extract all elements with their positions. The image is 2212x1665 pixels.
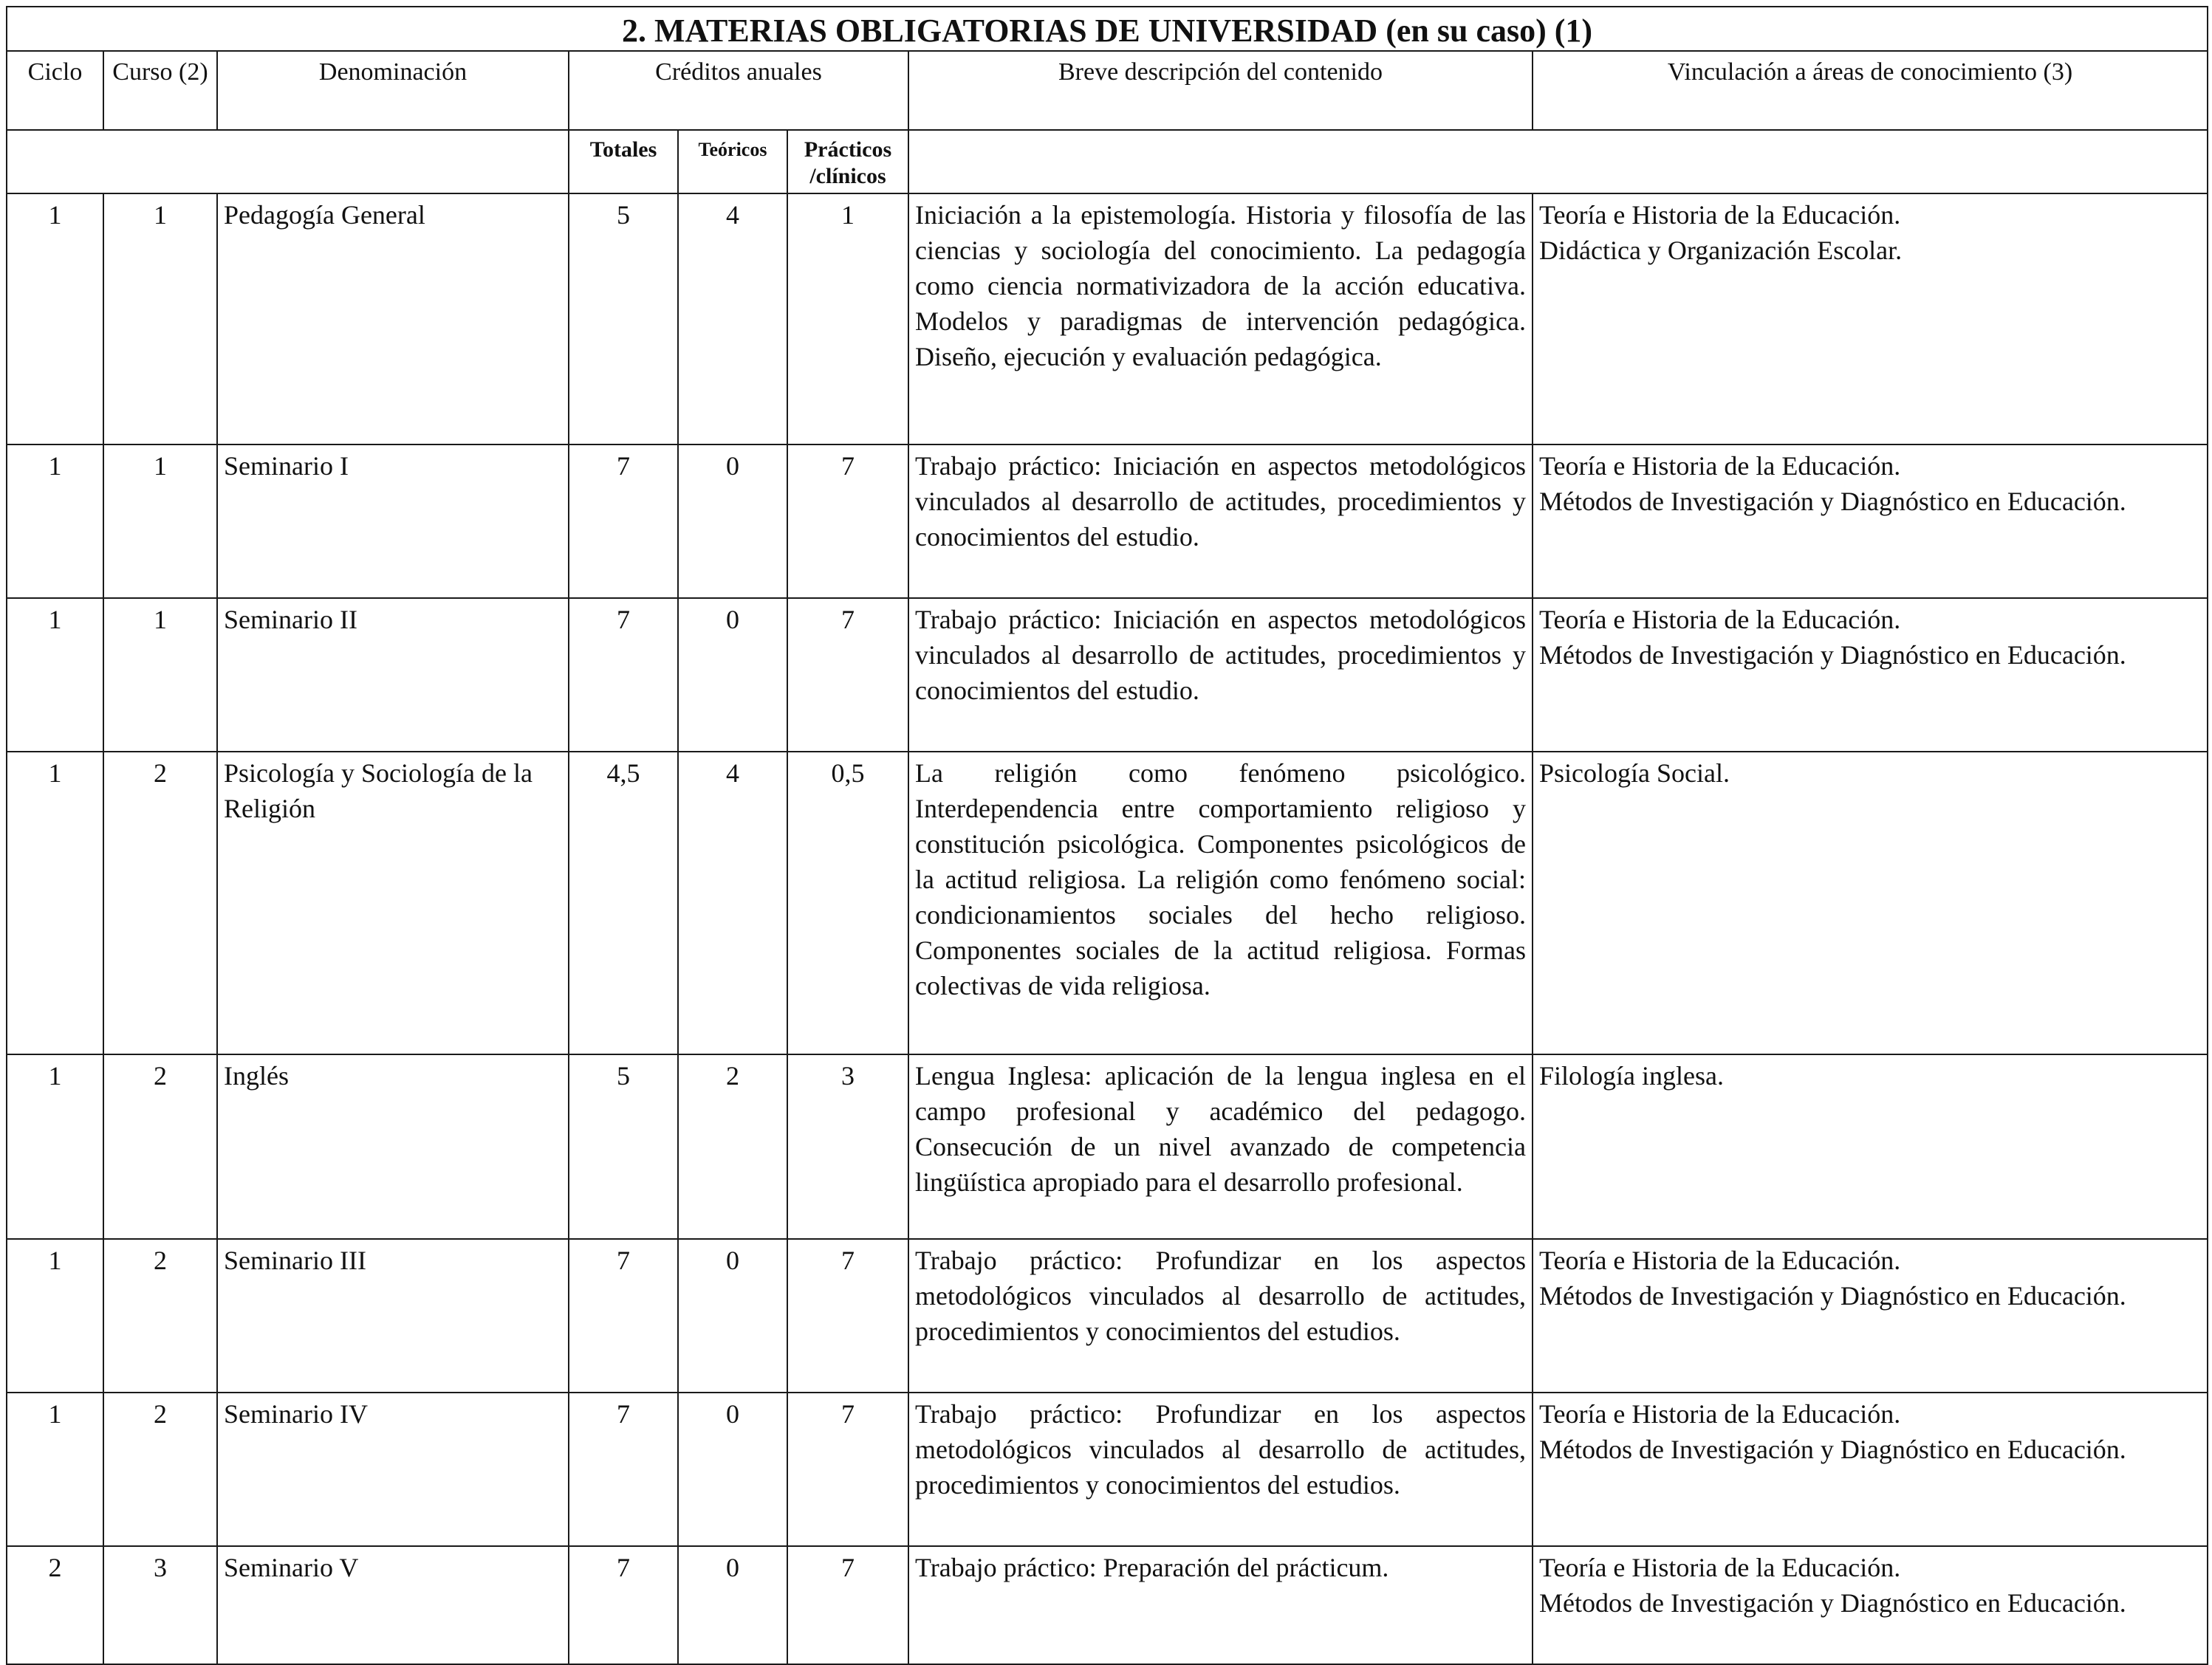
area-item: Métodos de Investigación y Diagnóstico en Educación. [1539, 487, 2126, 516]
table-row [7, 444, 2208, 598]
table-row [7, 1239, 2208, 1393]
cell-practicos: 7 [787, 1546, 908, 1664]
cell-ciclo: 1 [7, 1393, 103, 1546]
subheader-row [7, 130, 2208, 193]
cell-ciclo: 1 [7, 752, 103, 1054]
cell-vinculacion [1533, 193, 2208, 444]
header-vinculacion: Vinculación a áreas de conocimiento (3) [1533, 51, 2208, 130]
cell-denominacion: Seminario IV [217, 1393, 569, 1546]
cell-descripcion: Trabajo práctico: Preparación del prácticum. [908, 1546, 1533, 1664]
cell-teoricos: 0 [678, 1239, 787, 1393]
cell-curso: 2 [103, 1239, 217, 1393]
header-denominacion: Denominación [217, 51, 569, 130]
document-page [6, 6, 2207, 1654]
cell-descripcion: Trabajo práctico: Iniciación en aspectos metodológicos vinculados al desarrollo de actitudes, procedimientos y conocimientos del estudio. [908, 444, 1533, 598]
cell-vinculacion [1533, 598, 2208, 752]
area-item: Teoría e Historia de la Educación. [1539, 200, 1901, 230]
subheader-totales: Totales [569, 130, 678, 193]
cell-curso: 2 [103, 1393, 217, 1546]
header-ciclo: Ciclo [7, 51, 103, 130]
cell-totales: 5 [569, 1054, 678, 1239]
cell-totales: 7 [569, 444, 678, 598]
area-item: Teoría e Historia de la Educación. [1539, 1399, 1901, 1429]
cell-totales: 4,5 [569, 752, 678, 1054]
cell-vinculacion [1533, 1054, 2208, 1239]
cell-denominacion: Pedagogía General [217, 193, 569, 444]
cell-descripcion: Trabajo práctico: Profundizar en los aspectos metodológicos vinculados al desarrollo de actitudes, procedimientos y conocimientos del estudios. [908, 1239, 1533, 1393]
header-curso: Curso (2) [103, 51, 217, 130]
cell-curso: 2 [103, 752, 217, 1054]
area-item: Teoría e Historia de la Educación. [1539, 1246, 1901, 1275]
table-row [7, 598, 2208, 752]
subjects-table [6, 6, 2208, 1665]
table-row [7, 1393, 2208, 1546]
cell-practicos: 7 [787, 1239, 908, 1393]
cell-ciclo: 1 [7, 598, 103, 752]
area-item: Psicología Social. [1539, 758, 1730, 788]
cell-vinculacion [1533, 444, 2208, 598]
cell-practicos: 0,5 [787, 752, 908, 1054]
title-row [7, 7, 2208, 51]
cell-teoricos: 0 [678, 1546, 787, 1664]
cell-denominacion: Inglés [217, 1054, 569, 1239]
header-row [7, 51, 2208, 130]
area-item: Teoría e Historia de la Educación. [1539, 451, 1901, 481]
cell-curso: 1 [103, 444, 217, 598]
subheader-blank-right [908, 130, 2208, 193]
area-item: Métodos de Investigación y Diagnóstico en Educación. [1539, 640, 2126, 670]
cell-teoricos: 4 [678, 193, 787, 444]
area-item: Didáctica y Organización Escolar. [1539, 236, 1903, 265]
subheader-blank [7, 130, 569, 193]
table-row [7, 752, 2208, 1054]
cell-ciclo: 1 [7, 193, 103, 444]
cell-practicos: 7 [787, 598, 908, 752]
cell-totales: 7 [569, 1393, 678, 1546]
cell-teoricos: 0 [678, 598, 787, 752]
cell-descripcion: La religión como fenómeno psicológico. Interdependencia entre comportamiento religioso y constitución psicológica. Componentes psicológicos de la actitud religiosa. La religión como fenómeno social: condicionamientos sociales del hecho religioso. Componentes sociales de la actitud religiosa. Formas colectivas de vida religiosa. [908, 752, 1533, 1054]
table-row [7, 193, 2208, 444]
cell-curso: 3 [103, 1546, 217, 1664]
cell-totales: 7 [569, 1239, 678, 1393]
cell-descripcion: Lengua Inglesa: aplicación de la lengua inglesa en el campo profesional y académico del pedagogo. Consecución de un nivel avanzado de competencia lingüística apropiado para el desarrollo profesional. [908, 1054, 1533, 1239]
area-item: Filología inglesa. [1539, 1061, 1724, 1091]
cell-descripcion: Iniciación a la epistemología. Historia y filosofía de las ciencias y sociología del conocimiento. La pedagogía como ciencia normativizadora de la acción educativa. Modelos y paradigmas de intervención pedagógica. Diseño, ejecución y evaluación pedagógica. [908, 193, 1533, 444]
cell-curso: 1 [103, 598, 217, 752]
cell-denominacion: Seminario V [217, 1546, 569, 1664]
cell-totales: 7 [569, 1546, 678, 1664]
cell-denominacion: Seminario III [217, 1239, 569, 1393]
cell-practicos: 7 [787, 1393, 908, 1546]
cell-ciclo: 2 [7, 1546, 103, 1664]
cell-ciclo: 1 [7, 1239, 103, 1393]
cell-vinculacion [1533, 1393, 2208, 1546]
table-row [7, 1054, 2208, 1239]
cell-totales: 5 [569, 193, 678, 444]
cell-ciclo: 1 [7, 444, 103, 598]
table-row [7, 1546, 2208, 1664]
cell-teoricos: 0 [678, 444, 787, 598]
area-item: Métodos de Investigación y Diagnóstico en Educación. [1539, 1435, 2126, 1464]
cell-practicos: 7 [787, 444, 908, 598]
area-item: Teoría e Historia de la Educación. [1539, 605, 1901, 634]
area-item: Teoría e Historia de la Educación. [1539, 1553, 1901, 1582]
table-title: 2. MATERIAS OBLIGATORIAS DE UNIVERSIDAD (en su caso) (1) [7, 7, 2208, 51]
cell-vinculacion [1533, 752, 2208, 1054]
cell-denominacion: Seminario I [217, 444, 569, 598]
cell-denominacion: Psicología y Sociología de la Religión [217, 752, 569, 1054]
cell-descripcion: Trabajo práctico: Iniciación en aspectos metodológicos vinculados al desarrollo de actitudes, procedimientos y conocimientos del estudio. [908, 598, 1533, 752]
area-item: Métodos de Investigación y Diagnóstico en Educación. [1539, 1588, 2126, 1618]
cell-curso: 1 [103, 193, 217, 444]
cell-teoricos: 0 [678, 1393, 787, 1546]
cell-teoricos: 4 [678, 752, 787, 1054]
subheader-practicos: Prácticos /clínicos [787, 130, 908, 193]
cell-vinculacion [1533, 1239, 2208, 1393]
cell-practicos: 1 [787, 193, 908, 444]
cell-ciclo: 1 [7, 1054, 103, 1239]
cell-totales: 7 [569, 598, 678, 752]
cell-vinculacion [1533, 1546, 2208, 1664]
cell-teoricos: 2 [678, 1054, 787, 1239]
area-item: Métodos de Investigación y Diagnóstico en Educación. [1539, 1281, 2126, 1311]
header-descripcion: Breve descripción del contenido [908, 51, 1533, 130]
cell-denominacion: Seminario II [217, 598, 569, 752]
cell-curso: 2 [103, 1054, 217, 1239]
cell-descripcion: Trabajo práctico: Profundizar en los aspectos metodológicos vinculados al desarrollo de actitudes, procedimientos y conocimientos del estudios. [908, 1393, 1533, 1546]
header-creditos: Créditos anuales [569, 51, 908, 130]
subheader-teoricos: Teóricos [678, 130, 787, 193]
cell-practicos: 3 [787, 1054, 908, 1239]
